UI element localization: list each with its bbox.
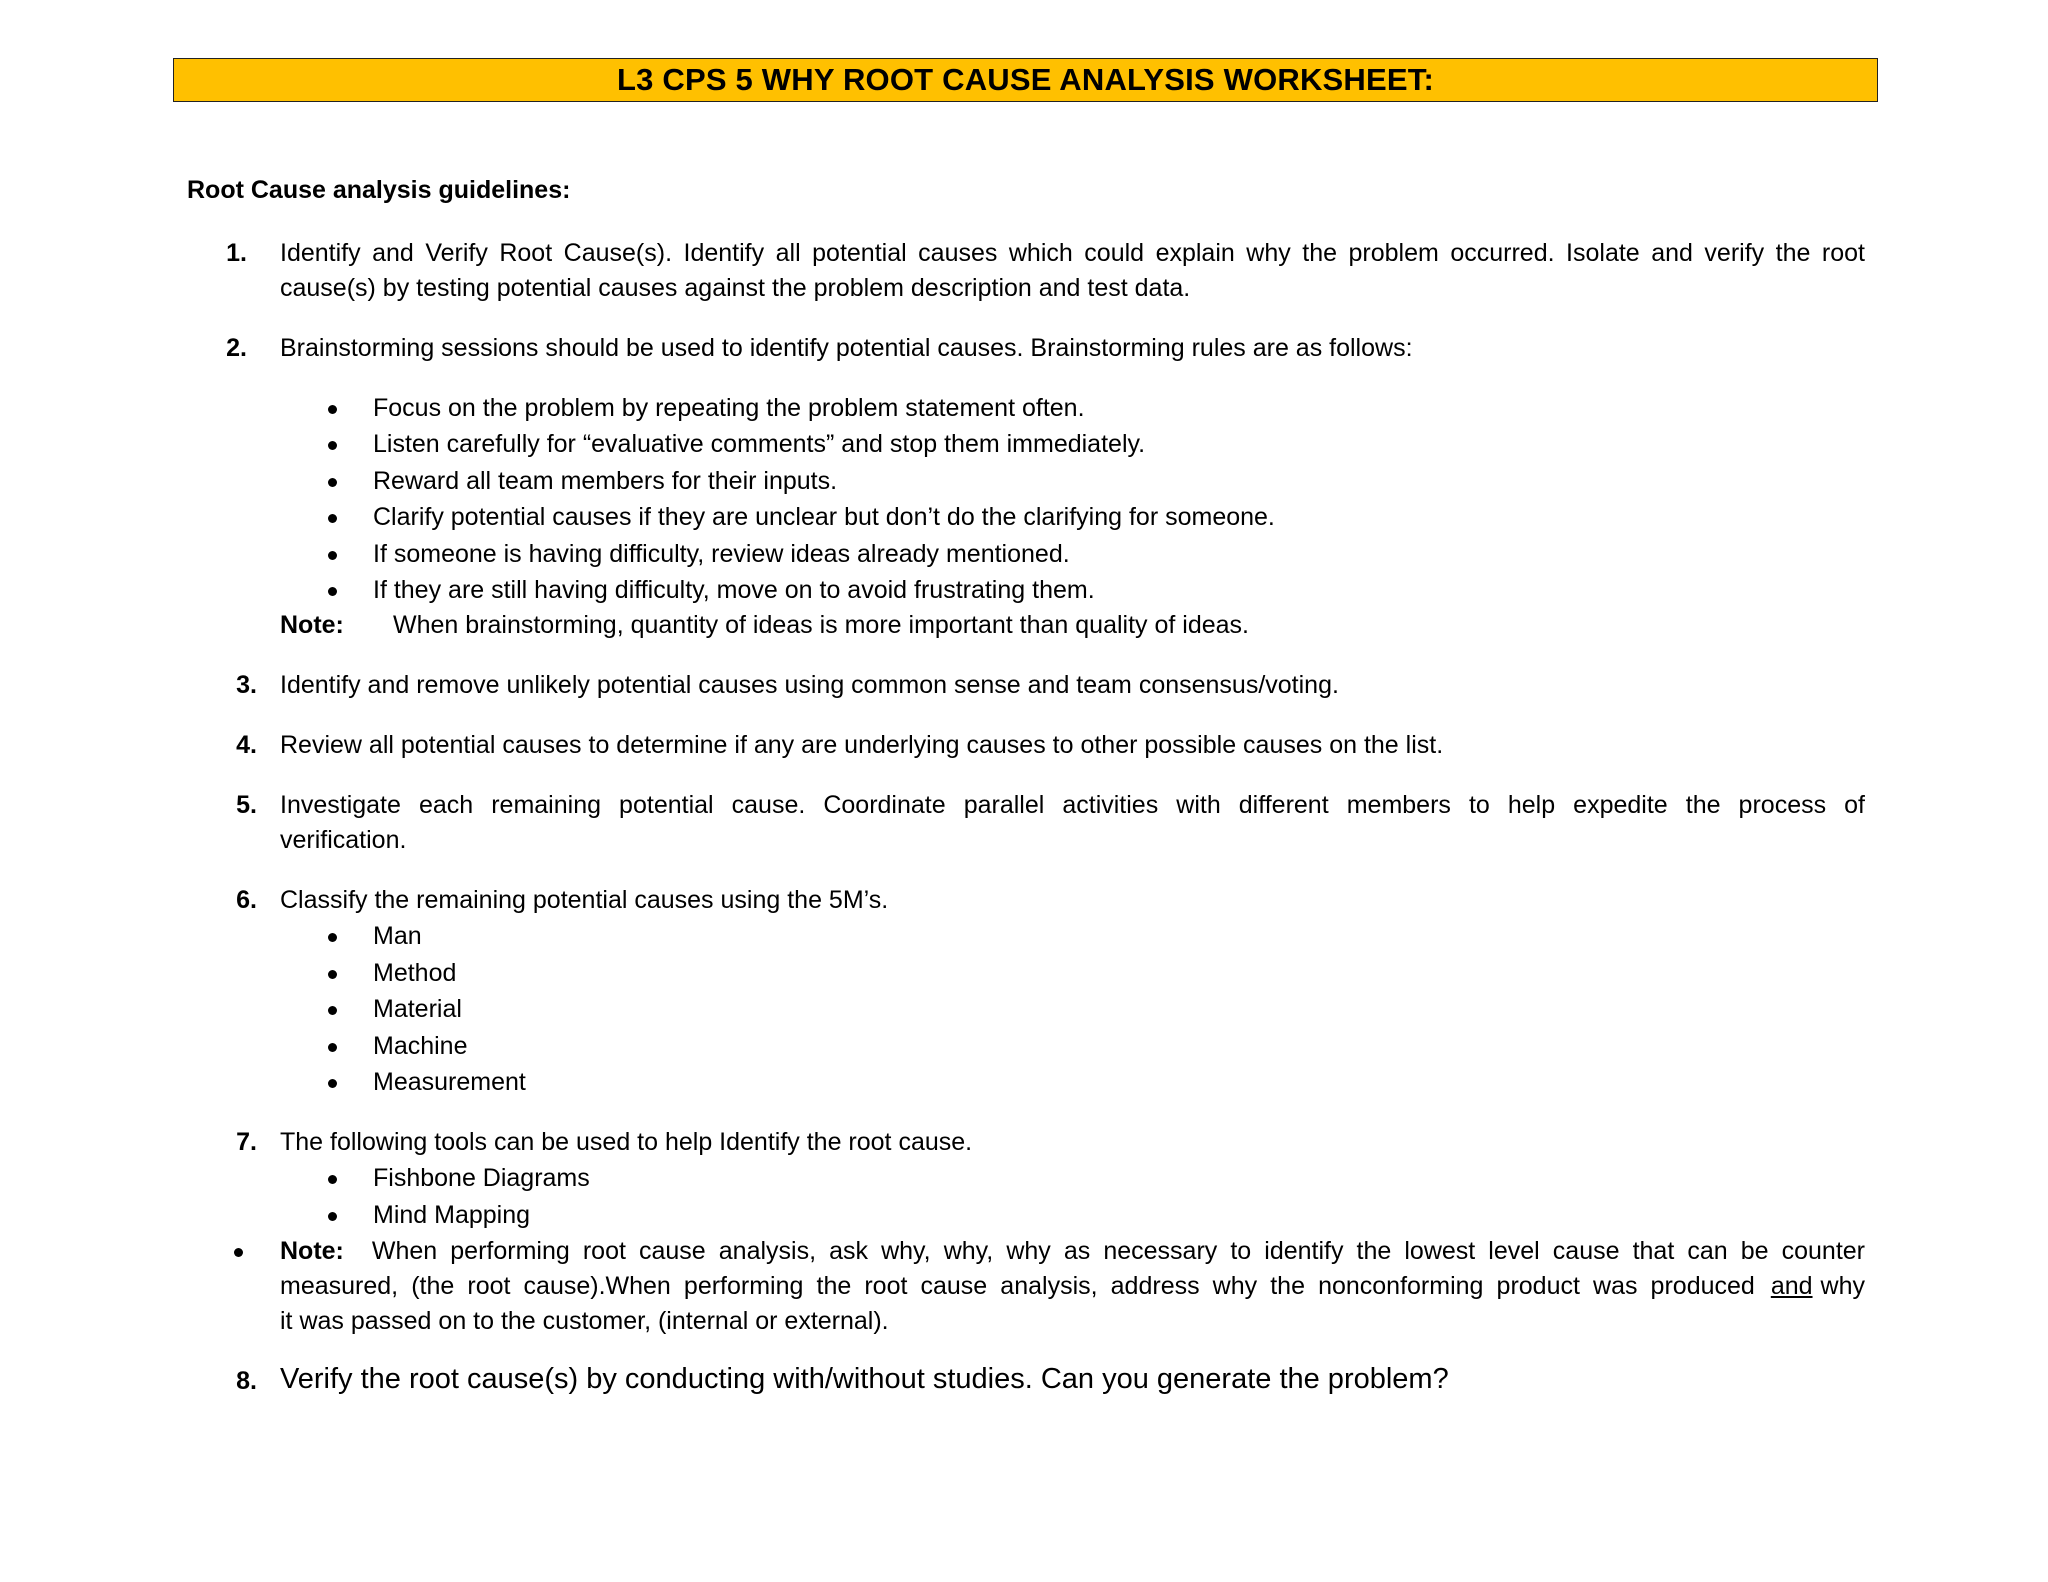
item-5-number: 5. xyxy=(236,791,257,819)
bullet-icon xyxy=(328,405,337,414)
bullet-icon xyxy=(328,933,337,942)
bullet-icon xyxy=(328,587,337,596)
brainstorm-rule-2: Listen carefully for “evaluative comments” and stop them immediately. xyxy=(373,430,1146,458)
item-1-line-2: cause(s) by testing potential causes against the problem description and test data. xyxy=(280,274,1191,302)
analysis-note-line-2 xyxy=(280,1269,1865,1304)
bullet-icon xyxy=(234,1248,243,1257)
brainstorm-rule-3: Reward all team members for their inputs. xyxy=(373,467,838,495)
bullet-icon xyxy=(328,1079,337,1088)
item-4-number: 4. xyxy=(236,731,257,759)
analysis-note-label: Note: xyxy=(280,1237,344,1265)
tool-fishbone: Fishbone Diagrams xyxy=(373,1164,590,1192)
bullet-icon xyxy=(328,551,337,560)
item-7-text: The following tools can be used to help Identify the root cause. xyxy=(280,1128,973,1156)
analysis-note-text-2a: measured, (the root cause).When performing the root cause analysis, address why the nonconforming product was produced xyxy=(280,1272,1755,1300)
five-m-measurement: Measurement xyxy=(373,1068,526,1096)
guidelines-heading: Root Cause analysis guidelines: xyxy=(187,176,571,204)
bullet-icon xyxy=(328,441,337,450)
five-m-man: Man xyxy=(373,922,422,950)
item-2-text: Brainstorming sessions should be used to identify potential causes. Brainstorming rules are as follows: xyxy=(280,334,1413,362)
five-m-machine: Machine xyxy=(373,1032,468,1060)
brainstorm-rule-5: If someone is having difficulty, review ideas already mentioned. xyxy=(373,540,1070,568)
bullet-icon xyxy=(328,970,337,979)
brainstorm-rule-4: Clarify potential causes if they are unclear but don’t do the clarifying for someone. xyxy=(373,503,1275,531)
analysis-note-text-1: When performing root cause analysis, ask why, why, why as necessary to identify the lowest level cause that can be counter xyxy=(371,1237,1865,1265)
worksheet-title: L3 CPS 5 WHY ROOT CAUSE ANALYSIS WORKSHEET: xyxy=(616,62,1434,97)
bullet-icon xyxy=(328,478,337,487)
five-m-material: Material xyxy=(373,995,462,1023)
item-3-text: Identify and remove unlikely potential causes using common sense and team consensus/voting. xyxy=(280,671,1339,699)
item-7-number: 7. xyxy=(236,1128,257,1156)
tool-mind-mapping: Mind Mapping xyxy=(373,1201,531,1229)
item-5-line-1: Investigate each remaining potential cause. Coordinate parallel activities with different members to help expedite the process of xyxy=(280,791,1865,819)
analysis-note-and: and xyxy=(1770,1272,1813,1300)
item-2-number: 2. xyxy=(226,334,247,362)
item-4-text: Review all potential causes to determine if any are underlying causes to other possible causes on the list. xyxy=(280,731,1444,759)
brainstorm-note-text: When brainstorming, quantity of ideas is more important than quality of ideas. xyxy=(393,611,1249,639)
analysis-note-line-1 xyxy=(280,1234,1865,1269)
brainstorm-rule-6: If they are still having difficulty, move on to avoid frustrating them. xyxy=(373,576,1095,604)
bullet-icon xyxy=(328,514,337,523)
worksheet-title-banner xyxy=(173,58,1878,102)
brainstorm-rule-1: Focus on the problem by repeating the problem statement often. xyxy=(373,394,1085,422)
item-1-line-1: Identify and Verify Root Cause(s). Identify all potential causes which could explain why the problem occurred. Isolate and verify the root xyxy=(280,239,1865,267)
item-6-number: 6. xyxy=(236,886,257,914)
item-1-number: 1. xyxy=(226,239,247,267)
five-m-method: Method xyxy=(373,959,457,987)
brainstorm-note-label: Note: xyxy=(280,611,344,639)
item-3-number: 3. xyxy=(236,671,257,699)
bullet-icon xyxy=(328,1212,337,1221)
bullet-icon xyxy=(328,1043,337,1052)
bullet-icon xyxy=(328,1175,337,1184)
item-8-text: Verify the root cause(s) by conducting with/without studies. Can you generate the problem? xyxy=(280,1363,1449,1395)
analysis-note-text-2c: why xyxy=(1820,1272,1865,1300)
bullet-icon xyxy=(328,1006,337,1015)
item-5-line-2: verification. xyxy=(280,826,407,854)
item-6-text: Classify the remaining potential causes using the 5M’s. xyxy=(280,886,889,914)
analysis-note-line-3: it was passed on to the customer, (internal or external). xyxy=(280,1307,889,1335)
item-8-number: 8. xyxy=(236,1367,257,1395)
